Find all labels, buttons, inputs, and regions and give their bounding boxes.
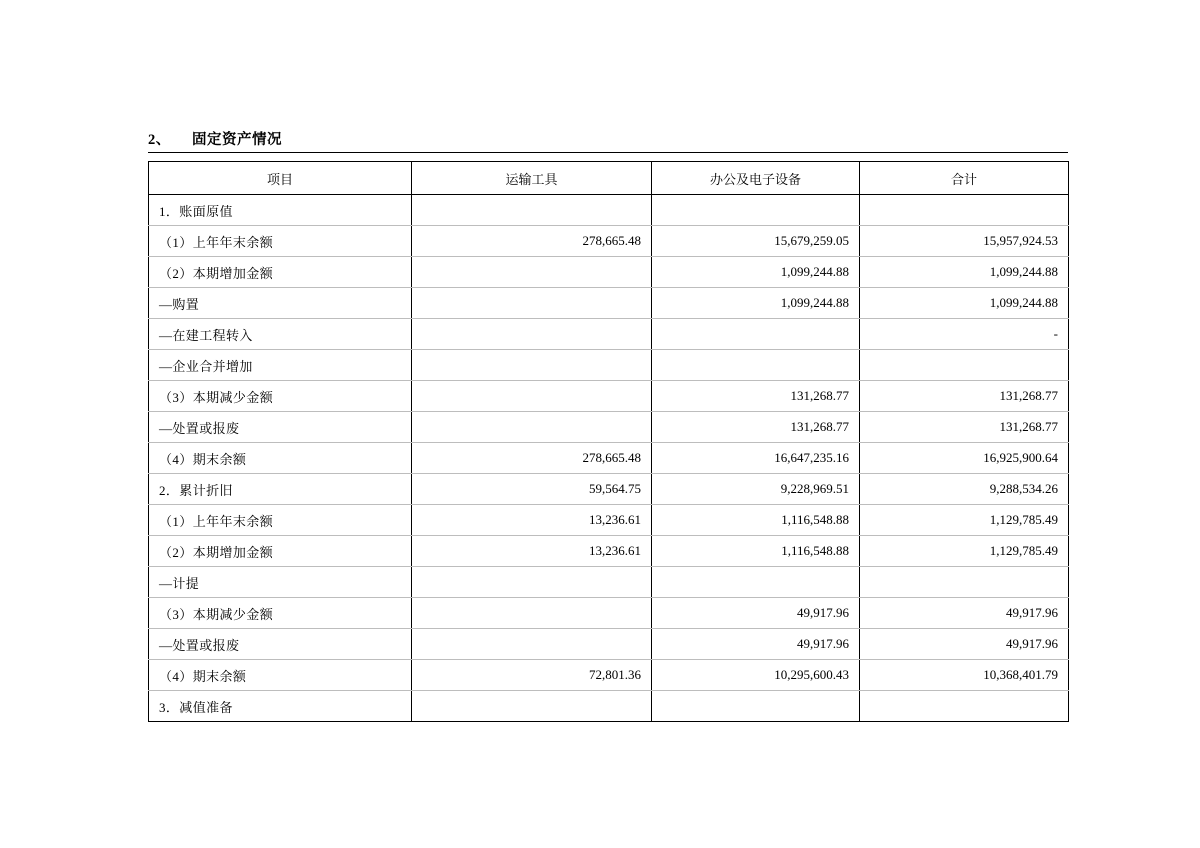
- table-row: [149, 536, 1069, 567]
- row-label: （4）期末余额: [149, 443, 412, 474]
- row-value: 131,268.77: [652, 381, 860, 412]
- row-value: [860, 350, 1069, 381]
- table-row: [149, 443, 1069, 474]
- row-label: 3．减值准备: [149, 691, 412, 722]
- row-value: [860, 567, 1069, 598]
- row-value: [412, 691, 652, 722]
- row-value: 49,917.96: [652, 629, 860, 660]
- row-value: 10,295,600.43: [652, 660, 860, 691]
- row-label: （3）本期减少金额: [149, 381, 412, 412]
- row-value: [412, 381, 652, 412]
- row-value: 1,116,548.88: [652, 505, 860, 536]
- table-row: [149, 288, 1069, 319]
- row-value: 49,917.96: [860, 629, 1069, 660]
- table-row: [149, 226, 1069, 257]
- row-value: 1,129,785.49: [860, 505, 1069, 536]
- column-header-office-electronic: 办公及电子设备: [652, 162, 860, 195]
- row-value: [412, 288, 652, 319]
- page-content: [148, 128, 1068, 722]
- row-value: [412, 567, 652, 598]
- column-header-item: 项目: [149, 162, 412, 195]
- row-value: 1,099,244.88: [860, 288, 1069, 319]
- table-header-row: [149, 162, 1069, 195]
- row-value: 131,268.77: [860, 412, 1069, 443]
- table-row: [149, 474, 1069, 505]
- row-label: （1）上年年末余额: [149, 505, 412, 536]
- row-value: 1,129,785.49: [860, 536, 1069, 567]
- row-value: [860, 195, 1069, 226]
- section-number: 2、: [148, 132, 171, 148]
- row-label: —购置: [149, 288, 412, 319]
- row-label: —企业合并增加: [149, 350, 412, 381]
- table-row: [149, 412, 1069, 443]
- table-row: [149, 505, 1069, 536]
- row-value: 131,268.77: [652, 412, 860, 443]
- row-value: 10,368,401.79: [860, 660, 1069, 691]
- table-row: [149, 598, 1069, 629]
- row-label: 1．账面原值: [149, 195, 412, 226]
- column-header-total: 合计: [860, 162, 1069, 195]
- row-value: 49,917.96: [652, 598, 860, 629]
- row-value: [412, 412, 652, 443]
- table-row: [149, 691, 1069, 722]
- row-value: [412, 350, 652, 381]
- section-heading: [148, 128, 1068, 153]
- row-value: 9,288,534.26: [860, 474, 1069, 505]
- row-value: [412, 257, 652, 288]
- row-value: 59,564.75: [412, 474, 652, 505]
- row-value: [412, 195, 652, 226]
- row-value: [860, 691, 1069, 722]
- row-value: 1,099,244.88: [652, 257, 860, 288]
- row-value: [652, 319, 860, 350]
- row-value: 1,099,244.88: [860, 257, 1069, 288]
- table-row: [149, 629, 1069, 660]
- row-value: [412, 319, 652, 350]
- row-label: （3）本期减少金额: [149, 598, 412, 629]
- row-value: 131,268.77: [860, 381, 1069, 412]
- row-value: 1,116,548.88: [652, 536, 860, 567]
- row-label: （1）上年年末余额: [149, 226, 412, 257]
- table-row: [149, 381, 1069, 412]
- row-value: -: [860, 319, 1069, 350]
- row-value: 278,665.48: [412, 226, 652, 257]
- section-title-text: 固定资产情况: [192, 132, 282, 148]
- table-row: [149, 195, 1069, 226]
- row-value: 16,647,235.16: [652, 443, 860, 474]
- row-label: —处置或报废: [149, 412, 412, 443]
- row-value: 15,679,259.05: [652, 226, 860, 257]
- row-label: （4）期末余额: [149, 660, 412, 691]
- row-value: 49,917.96: [860, 598, 1069, 629]
- row-value: 13,236.61: [412, 536, 652, 567]
- row-value: [652, 350, 860, 381]
- row-value: 9,228,969.51: [652, 474, 860, 505]
- row-value: 1,099,244.88: [652, 288, 860, 319]
- row-label: （2）本期增加金额: [149, 257, 412, 288]
- row-value: 13,236.61: [412, 505, 652, 536]
- row-value: 72,801.36: [412, 660, 652, 691]
- row-value: 16,925,900.64: [860, 443, 1069, 474]
- row-label: —在建工程转入: [149, 319, 412, 350]
- table-row: [149, 319, 1069, 350]
- table-row: [149, 660, 1069, 691]
- row-value: [652, 691, 860, 722]
- table-body: [149, 195, 1069, 722]
- row-value: [412, 629, 652, 660]
- row-value: [652, 567, 860, 598]
- row-label: （2）本期增加金额: [149, 536, 412, 567]
- row-label: —计提: [149, 567, 412, 598]
- row-label: —处置或报废: [149, 629, 412, 660]
- column-header-transport: 运输工具: [412, 162, 652, 195]
- row-value: 15,957,924.53: [860, 226, 1069, 257]
- row-label: 2．累计折旧: [149, 474, 412, 505]
- row-value: [652, 195, 860, 226]
- table-row: [149, 257, 1069, 288]
- row-value: 278,665.48: [412, 443, 652, 474]
- table-row: [149, 567, 1069, 598]
- fixed-assets-table: [148, 161, 1069, 722]
- table-row: [149, 350, 1069, 381]
- row-value: [412, 598, 652, 629]
